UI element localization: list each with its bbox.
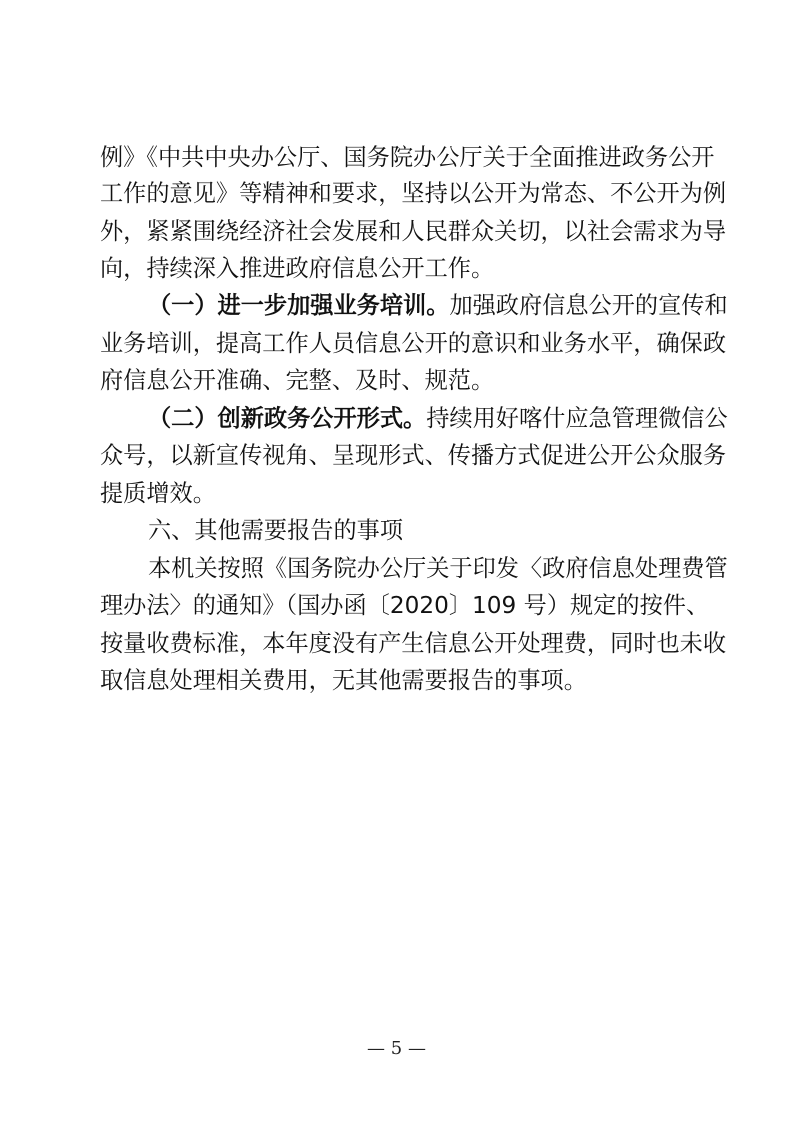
paragraph-line: 众号，以新宣传视角、呈现形式、传播方式促进公开公众服务 [100,442,727,469]
paragraph-line: 例》《中共中央办公厅、国务院办公厅关于全面推进政务公开 [100,144,715,171]
paragraph-line: 向，持续深入推进政府信息公开工作。 [100,255,495,282]
paragraph-text: 加强政府信息公开的宣传和 [449,292,728,319]
paragraph-line: 取信息处理相关费用，无其他需要报告的事项。 [100,667,587,694]
paragraph-line: 本机关按照《国务院办公厅关于印发〈政府信息处理费管 [148,555,728,582]
subsection-heading: （二）创新政务公开形式。 [148,405,427,432]
paragraph-line: 理办法〉的通知》（国办函〔2020〕109 号）规定的按件、 [100,592,710,619]
paragraph-text: 持续用好喀什应急管理微信公 [426,405,728,432]
paragraph-line [148,290,728,321]
paragraph-line: 按量收费标准，本年度没有产生信息公开处理费，同时也未收 [100,630,727,657]
paragraph-line: 工作的意见》等精神和要求，坚持以公开为常态、不公开为例 [100,180,727,207]
paragraph-line [148,403,728,434]
page-number: — 5 — [367,1038,426,1059]
paragraph-line: 府信息公开准确、完整、及时、规范。 [100,367,495,394]
section-heading: 六、其他需要报告的事项 [148,517,404,544]
paragraph-line: 业务培训，提高工作人员信息公开的意识和业务水平，确保政 [100,330,727,357]
paragraph-line: 外，紧紧围绕经济社会发展和人民群众关切，以社会需求为导 [100,218,727,245]
subsection-heading: （一）进一步加强业务培训。 [148,292,450,319]
paragraph-line: 提质增效。 [100,480,216,507]
